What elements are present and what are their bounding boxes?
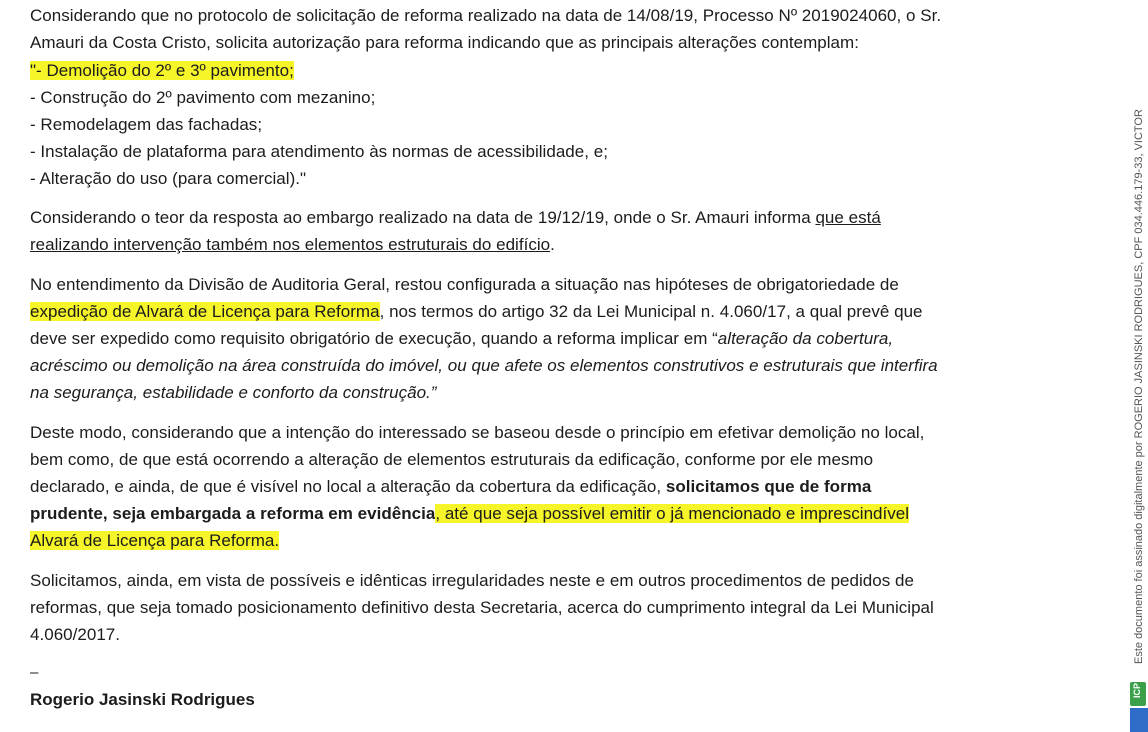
paragraph-4-line-1: Deste modo, considerando que a intenção do interessado se baseou desde o princípio em efetivar demolição no local,: [30, 423, 925, 442]
paragraph-3-line-5: na segurança, estabilidade e conforto da construção.”: [30, 383, 437, 402]
paragraph-2-line-1: [30, 206, 881, 229]
list-item: - Instalação de plataforma para atendimento às normas de acessibilidade, e;: [30, 142, 608, 161]
bold-text: solicitamos que de forma: [665, 477, 872, 496]
paragraph-5-line-3: 4.060/2017.: [30, 625, 121, 644]
highlight: Alvará de Licença para Reforma.: [30, 531, 280, 550]
paragraph-5-line-2: reformas, que seja tomado posicionamento definitivo desta Secretaria, acerca do cumprimento integral da Lei Municipal: [30, 598, 934, 617]
paragraph-4-line-5: [30, 529, 279, 552]
icp-badge-label: ICP: [1132, 682, 1142, 698]
scroll-arrow-icon[interactable]: [1130, 708, 1148, 732]
highlight: "- Demolição do 2º e 3º pavimento;: [30, 61, 294, 80]
paragraph-4-text: declarado, e ainda, de que é visível no local a alteração da cobertura da edificação,: [30, 477, 666, 496]
paragraph-4-line-4: [30, 502, 909, 525]
underlined-text: que está: [815, 208, 881, 227]
paragraph-2-text: .: [550, 235, 555, 254]
paragraph-5-line-1: Solicitamos, ainda, em vista de possíveis e idênticas irregularidades neste e em outros procedimentos de pedidos de: [30, 571, 914, 590]
paragraph-1-line-1: Considerando que no protocolo de solicitação de reforma realizado na data de 14/08/19, Processo Nº 2019024060, o Sr.: [30, 6, 942, 25]
paragraph-4-line-2: bem como, de que está ocorrendo a alteração de elementos estruturais da edificação, conforme por ele mesmo: [30, 450, 874, 469]
paragraph-3-line-3: [30, 327, 893, 350]
paragraph-2-line-2: [30, 233, 555, 256]
italic-quote: alteração da cobertura,: [717, 329, 894, 348]
list-item: - Alteração do uso (para comercial).": [30, 169, 307, 188]
highlight: expedição de Alvará de Licença para Reforma: [30, 302, 380, 321]
paragraph-3-text: , nos termos do artigo 32 da Lei Municipal n. 4.060/17, a qual prevê que: [379, 302, 923, 321]
paragraph-2-text: Considerando o teor da resposta ao embargo realizado na data de 19/12/19, onde o Sr. Amauri informa: [30, 208, 816, 227]
paragraph-3-line-4: acréscimo ou demolição na área construída do imóvel, ou que afete os elementos construtivos e estruturais que interfira: [30, 356, 938, 375]
list-item: - Remodelagem das fachadas;: [30, 115, 263, 134]
list-item: [30, 59, 294, 82]
paragraph-4-line-3: [30, 475, 871, 498]
paragraph-1-line-2: Amauri da Costa Cristo, solicita autorização para reforma indicando que as principais alterações contemplam:: [30, 33, 859, 52]
underlined-text: realizando intervenção também nos elementos estruturais do edifício: [30, 235, 551, 254]
list-item: - Construção do 2º pavimento com mezanino;: [30, 88, 376, 107]
signature-dash: –: [30, 664, 39, 681]
paragraph-3-line-1: No entendimento da Divisão de Auditoria Geral, restou configurada a situação nas hipóteses de obrigatoriedade de: [30, 275, 899, 294]
bold-text: prudente, seja embargada a reforma em evidência: [30, 504, 436, 523]
signature-name: Rogerio Jasinski Rodrigues: [30, 690, 255, 709]
paragraph-3-text: deve ser expedido como requisito obrigatório de execução, quando a reforma implicar em “: [30, 329, 718, 348]
highlight: , até que seja possível emitir o já mencionado e imprescindível: [435, 504, 910, 523]
digital-signature-stamp: Este documento foi assinado digitalmente por ROGERIO JASINSKI RODRIGUES, CPF 034.446.179-33, VICTOR: [1133, 109, 1145, 664]
paragraph-3-line-2: [30, 300, 923, 323]
